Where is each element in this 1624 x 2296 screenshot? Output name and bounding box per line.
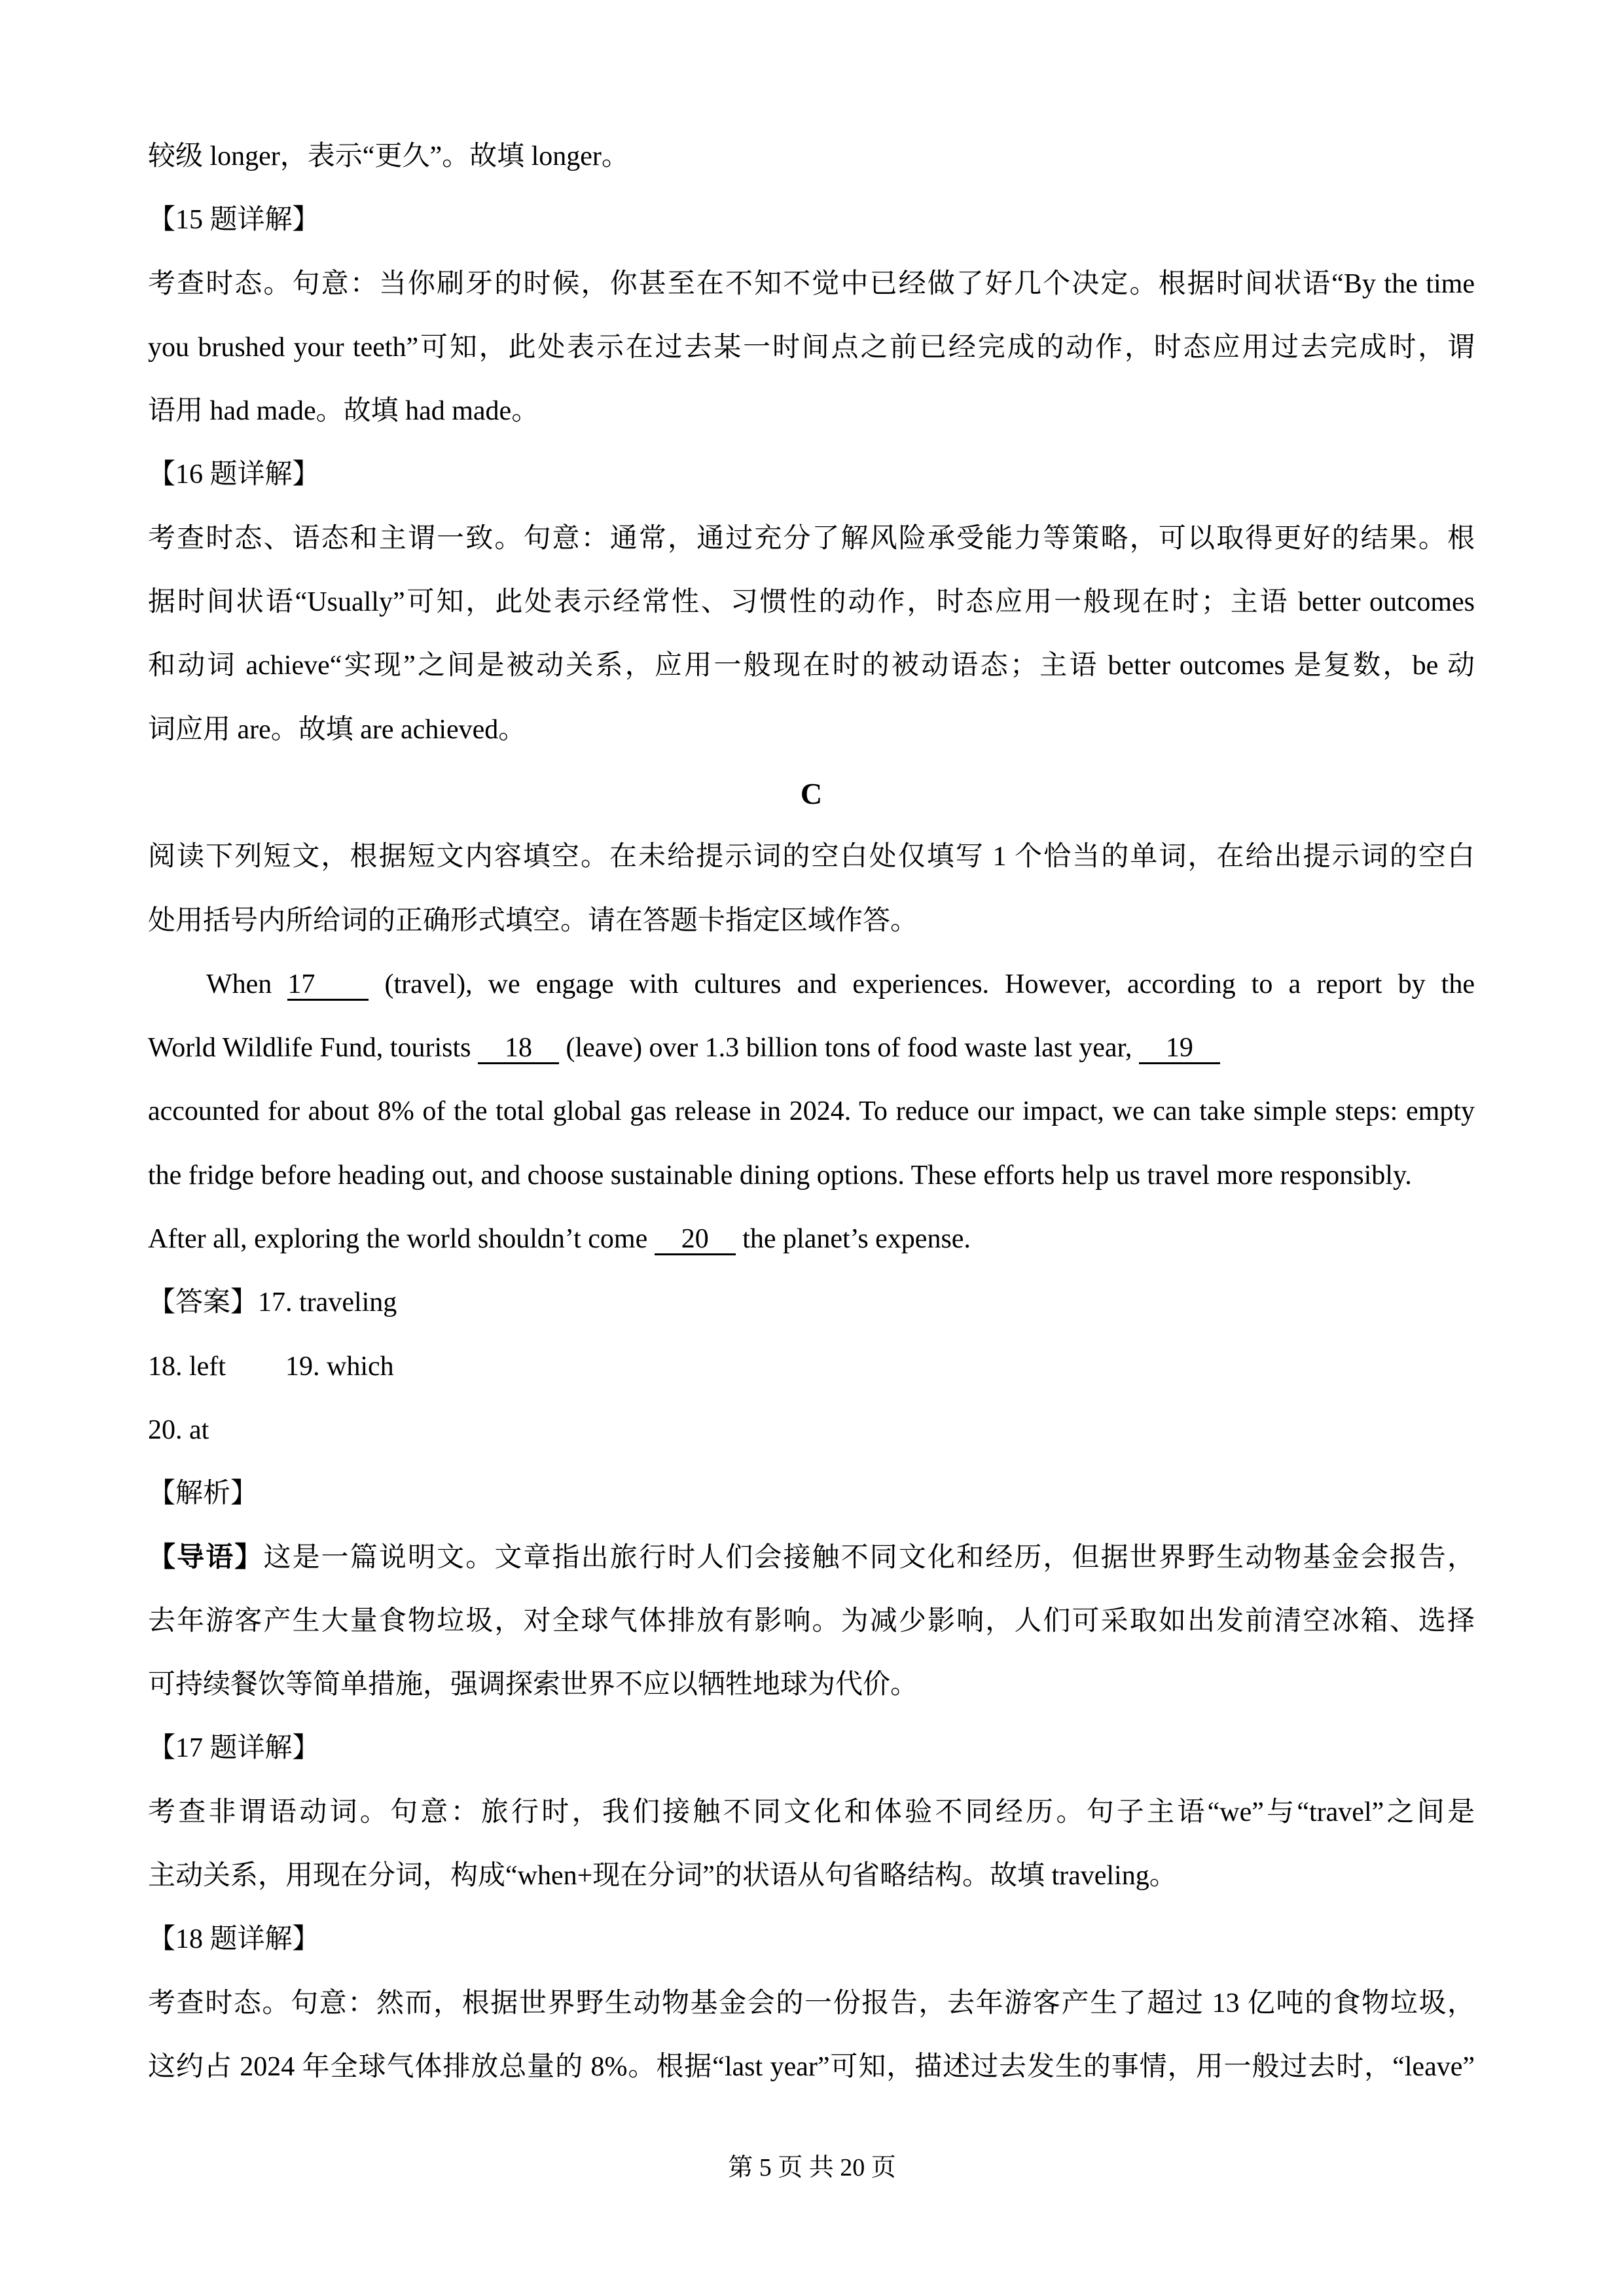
text-line: 考查时态。句意：当你刷牙的时候，你甚至在不知不觉中已经做了好几个决定。根据时间状语“By the time bbox=[148, 268, 1475, 299]
text-line: 考查非谓语动词。句意：旅行时，我们接触不同文化和体验不同经历。句子主语“we”与“travel”之间是 bbox=[148, 1797, 1475, 1827]
passage-line bbox=[148, 1208, 1475, 1271]
blank-18: 18 bbox=[478, 1033, 559, 1064]
section-title-c: C bbox=[800, 776, 823, 810]
answer-20: 20. at bbox=[148, 1414, 209, 1445]
text-line: 考查时态。句意：然而，根据世界野生动物基金会的一份报告，去年游客产生了超过 13 亿吨的食物垃圾， bbox=[148, 1988, 1475, 2018]
section-heading-16: 【16 题详解】 bbox=[148, 459, 320, 490]
passage-text: After all, exploring the world shouldn’t come bbox=[148, 1224, 655, 1255]
blank-19: 19 bbox=[1139, 1033, 1220, 1064]
passage-text: When bbox=[206, 969, 288, 999]
text-line: 主动关系，用现在分词，构成“when+现在分词”的状语从句省略结构。故填 traveling。 bbox=[148, 1861, 1177, 1892]
blank-20: 20 bbox=[655, 1225, 736, 1255]
text-line: 去年游客产生大量食物垃圾，对全球气体排放有影响。为减少影响，人们可采取如出发前清空冰箱、选择 bbox=[148, 1605, 1475, 1636]
text-line: 和动词 achieve“实现”之间是被动关系，应用一般现在时的被动语态；主语 better outcomes 是复数，be 动 bbox=[148, 651, 1475, 681]
answer-line bbox=[148, 1335, 1475, 1399]
passage-line: the fridge before heading out, and choose sustainable dining options. These efforts help us travel more responsibly. bbox=[148, 1160, 1412, 1191]
answer-line bbox=[148, 1271, 1475, 1335]
intro-line bbox=[148, 1526, 1475, 1590]
section-heading-18: 【18 题详解】 bbox=[148, 1924, 320, 1955]
text-line: 词应用 are。故填 are achieved。 bbox=[148, 714, 526, 745]
analysis-label: 【解析】 bbox=[148, 1479, 259, 1509]
instruction-line: 处用括号内所给词的正确形式填空。请在答题卡指定区域作答。 bbox=[148, 905, 918, 936]
section-heading-15: 【15 题详解】 bbox=[148, 205, 320, 236]
answer-19: 19. which bbox=[285, 1351, 394, 1382]
answer-17: 17. traveling bbox=[258, 1287, 397, 1318]
intro-text: 这是一篇说明文。文章指出旅行时人们会接触不同文化和经历，但据世界野生动物基金会报告， bbox=[263, 1542, 1475, 1573]
passage-line bbox=[148, 1016, 1475, 1080]
passage-text: (travel), we engage with cultures and experiences. However, according to a report by the bbox=[369, 969, 1475, 999]
passage-text: (leave) over 1.3 billion tons of food waste last year, bbox=[558, 1033, 1139, 1064]
passage-line bbox=[148, 953, 1475, 1016]
answer-label: 【答案】 bbox=[148, 1287, 259, 1318]
text-line: 这约占 2024 年全球气体排放总量的 8%。根据“last year”可知，描述过去发生的事情，用一般过去时，“leave” bbox=[148, 2051, 1475, 2082]
section-heading-17: 【17 题详解】 bbox=[148, 1733, 320, 1764]
blank-17: 17 bbox=[287, 970, 369, 1001]
answer-18: 18. left bbox=[148, 1351, 226, 1382]
text-line: 据时间状语“Usually”可知，此处表示经常性、习惯性的动作，时态应用一般现在时；主语 better outcomes bbox=[148, 587, 1475, 618]
passage-line: accounted for about 8% of the total global gas release in 2024. To reduce our impact, we can take simple steps: empty bbox=[148, 1096, 1475, 1127]
passage-text: the planet’s expense. bbox=[735, 1224, 971, 1255]
text-line: 考查时态、语态和主谓一致。句意：通常，通过充分了解风险承受能力等策略，可以取得更好的结果。根 bbox=[148, 523, 1475, 554]
passage-text: World Wildlife Fund, tourists bbox=[148, 1033, 478, 1064]
text-line: you brushed your teeth”可知，此处表示在过去某一时间点之前已经完成的动作，时态应用过去完成时，谓 bbox=[148, 332, 1475, 363]
text-line: 可持续餐饮等简单措施，强调探索世界不应以牺牲地球为代价。 bbox=[148, 1670, 918, 1700]
document-body bbox=[148, 125, 1475, 2099]
instruction-line: 阅读下列短文，根据短文内容填空。在未给提示词的空白处仅填写 1 个恰当的单词，在给出提示词的空白 bbox=[148, 842, 1475, 872]
intro-label: 【导语】 bbox=[148, 1542, 264, 1573]
text-line: 语用 had made。故填 had made。 bbox=[148, 396, 539, 427]
page-footer: 第 5 页 共 20 页 bbox=[728, 2154, 896, 2181]
text-line: 较级 longer，表示“更久”。故填 longer。 bbox=[148, 141, 629, 171]
